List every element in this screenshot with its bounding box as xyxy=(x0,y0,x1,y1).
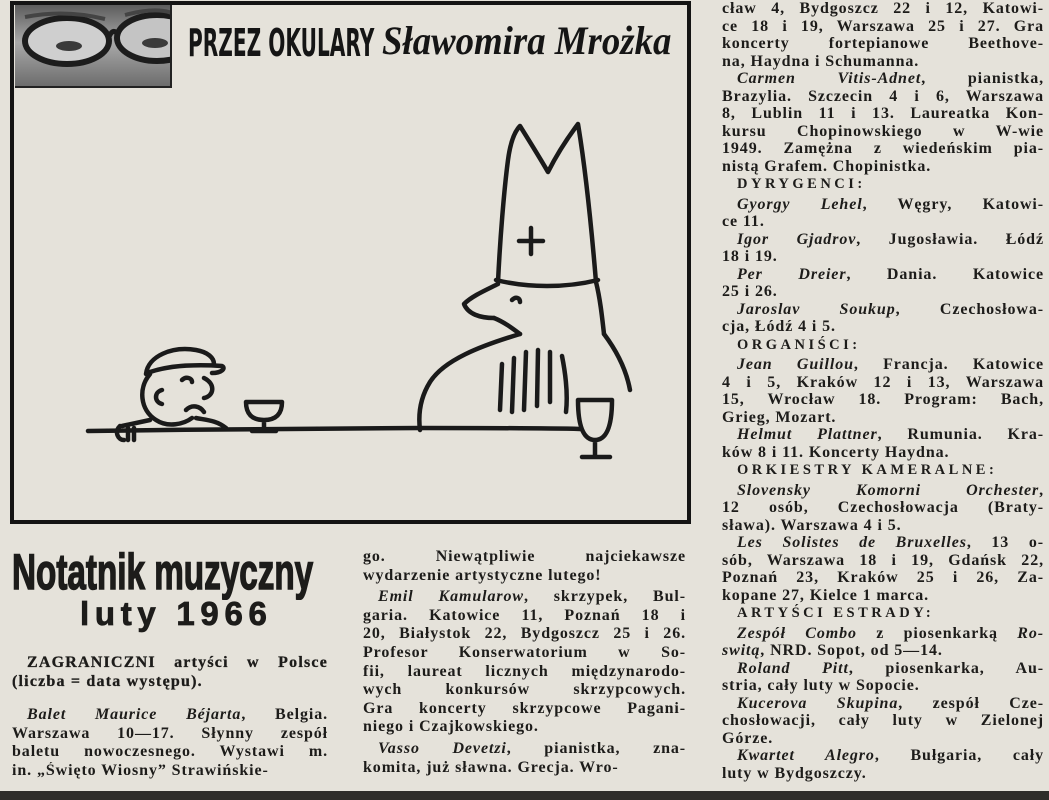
text-line xyxy=(722,356,1044,374)
text-run: 8, Lublin 11 i 13. Laureatka Kon- xyxy=(722,105,1044,122)
text-run: , pianistka, xyxy=(921,70,1044,87)
entry-paragraph xyxy=(722,625,1044,660)
text-line xyxy=(12,762,328,781)
italic-name: Per Dreier xyxy=(737,265,847,283)
text-line xyxy=(12,706,328,725)
text-line xyxy=(363,607,686,626)
italic-name: Kwartet Alegro xyxy=(737,747,875,764)
text-run: , Francja. Katowice xyxy=(853,356,1044,373)
italic-name: Igor Gjadrov xyxy=(737,230,857,248)
italic-name: Vasso Devetzi xyxy=(378,739,507,757)
wine-glass-right xyxy=(578,400,612,457)
text-line xyxy=(722,213,1044,231)
text-run: ce 18 i 19, Warszawa 25 i 27. Gra xyxy=(722,17,1044,35)
text-line xyxy=(363,681,686,700)
text-line xyxy=(12,743,328,762)
text-line xyxy=(722,391,1044,409)
bishop-neck xyxy=(596,282,604,334)
text-run: Grieg, Mozart. xyxy=(722,408,837,426)
text-line xyxy=(722,70,1044,88)
text-line xyxy=(12,673,328,692)
text-line xyxy=(722,660,1044,678)
text-line xyxy=(722,499,1044,517)
text-run: koncerty fortepianowe Beethove- xyxy=(722,35,1044,52)
text-run: wydarzenie artystyczne lutego! xyxy=(363,566,602,584)
text-line xyxy=(722,53,1044,71)
text-run: ków 8 i 11. Koncerty Haydna. xyxy=(722,443,950,461)
text-line xyxy=(722,677,1044,695)
text-line xyxy=(722,482,1044,500)
text-line xyxy=(363,759,686,778)
text-run: , pianistka, zna- xyxy=(506,739,686,757)
text-run: , NRD. Sopot, od 5—14. xyxy=(760,642,943,659)
text-run: , zespół Cze- xyxy=(898,694,1044,712)
text-run: Brazylia. Szczecin 4 i 6, Warszawa xyxy=(722,87,1044,105)
text-run: (liczba = data występu). xyxy=(12,672,203,690)
entry-paragraph xyxy=(722,534,1044,604)
entry-paragraph xyxy=(722,356,1044,426)
text-line xyxy=(722,517,1044,535)
text-line xyxy=(722,231,1044,249)
text-run: , Dania. Katowice xyxy=(846,265,1044,283)
text-run: Górze. xyxy=(722,729,774,747)
text-line xyxy=(722,712,1044,730)
text-run: Gra koncerty skrzypcowe Pagani- xyxy=(363,699,686,717)
entry-paragraph xyxy=(722,231,1044,266)
text-line xyxy=(722,248,1044,266)
text-line xyxy=(722,88,1044,106)
entry-paragraph xyxy=(363,548,686,585)
article-title: Notatnik muzyczny xyxy=(12,544,314,600)
italic-name: Les Solistes de Bruxelles xyxy=(737,534,967,551)
mitre-cross-icon xyxy=(519,228,543,254)
text-run: ce 11. xyxy=(722,213,765,230)
entry-paragraph xyxy=(722,266,1044,301)
italic-name: Slovensky Komorni Orchester xyxy=(737,481,1040,499)
text-run: kursu Chopinowskiego w W-wie xyxy=(722,122,1044,140)
man-eye xyxy=(182,378,192,382)
text-run: baletu nowoczesnego. Wystawi m. xyxy=(12,743,328,760)
text-line xyxy=(722,283,1044,301)
text-line xyxy=(363,718,686,737)
text-run: garia. Katowice 11, Poznań 18 i xyxy=(363,606,686,624)
text-run: , piosenkarka, Au- xyxy=(848,659,1044,677)
text-run: 18 i 19. xyxy=(722,248,778,265)
man-cap xyxy=(146,349,224,374)
text-line xyxy=(722,625,1044,643)
text-run: ZAGRANICZNI artyści w Polsce xyxy=(27,654,328,671)
text-run: , Bułgaria, cały xyxy=(874,747,1044,764)
text-line xyxy=(363,644,686,663)
text-line xyxy=(722,695,1044,713)
text-run: , skrzypek, Bul- xyxy=(523,588,686,606)
italic-name: Zespół Combo xyxy=(737,624,857,642)
text-run: chosłowacji, cały luty w Zielonej xyxy=(722,712,1044,729)
robe-folds xyxy=(500,350,567,412)
text-run: , Jugosławia. Łódź xyxy=(856,230,1044,248)
entry-paragraph xyxy=(722,482,1044,535)
text-run: luty w Bydgoszczy. xyxy=(722,764,867,782)
text-line xyxy=(722,730,1044,748)
italic-name: switą xyxy=(722,642,761,659)
text-line xyxy=(722,552,1044,570)
cartoon-drawing xyxy=(0,0,690,525)
italic-name: Balet Maurice Béjarta xyxy=(27,706,242,723)
entry-paragraph xyxy=(722,70,1044,175)
italic-name: Helmut Plattner xyxy=(737,426,878,443)
text-run: , xyxy=(1039,481,1044,499)
text-run: cław 4, Bydgoszcz 22 i 12, Katowi- xyxy=(722,0,1044,17)
article-column-right xyxy=(722,0,1044,782)
entry-paragraph xyxy=(722,426,1044,461)
bar-counter xyxy=(88,428,580,431)
series-label: PRZEZ OKULARY xyxy=(188,21,375,65)
section-heading: ARTYŚCI ESTRADY: xyxy=(737,605,935,621)
text-line xyxy=(722,374,1044,392)
text-run: sława). Warszawa 4 i 5. xyxy=(722,516,902,534)
text-run: , Belgia. xyxy=(241,706,328,723)
italic-name: Jaroslav Soukup xyxy=(737,300,896,318)
text-line xyxy=(363,663,686,682)
text-line xyxy=(722,35,1044,53)
text-line xyxy=(722,747,1044,765)
entry-paragraph xyxy=(363,588,686,737)
text-run: 4 i 5, Kraków 12 i 13, Warszawa xyxy=(722,373,1044,391)
text-line xyxy=(363,588,686,607)
text-run: nistą Grafem. Chopinistka. xyxy=(722,157,932,175)
text-run: stria, cały luty w Sopocie. xyxy=(722,677,920,694)
bishop-nose xyxy=(464,284,498,318)
section-heading: ORKIESTRY KAMERALNE: xyxy=(737,462,998,478)
intro-paragraph xyxy=(12,654,328,691)
text-run: 25 i 26. xyxy=(722,283,778,300)
text-line xyxy=(722,140,1044,158)
italic-name: Gyorgy Lehel xyxy=(737,195,863,213)
man-ear xyxy=(156,390,162,404)
italic-name: Kucerova Skupina xyxy=(737,694,899,712)
italic-name: Ro- xyxy=(1017,624,1044,642)
entry-paragraph xyxy=(722,301,1044,336)
text-run: 20, Białystok 22, Bydgoszcz 25 i 26. xyxy=(363,625,686,643)
text-line xyxy=(12,654,328,673)
entry-paragraph xyxy=(722,660,1044,695)
text-run: z piosenkarką xyxy=(856,624,1018,642)
text-run: go. Niewątpliwie najciekawsze xyxy=(363,548,686,565)
man-right-hand xyxy=(196,418,226,428)
text-line xyxy=(722,158,1044,176)
bishop-arm xyxy=(604,334,630,390)
text-run: , Rumunia. Kra- xyxy=(877,426,1044,443)
section-heading: DYRYGENCI: xyxy=(737,176,866,192)
text-line xyxy=(363,548,686,567)
entry-paragraph xyxy=(12,706,328,780)
bishop-mouth xyxy=(494,318,520,334)
text-run: cja, Łódź 4 i 5. xyxy=(722,318,836,335)
text-run: na, Haydna i Schumanna. xyxy=(722,52,920,70)
text-line xyxy=(722,534,1044,552)
text-line xyxy=(722,18,1044,36)
text-run: , 13 o- xyxy=(966,534,1044,551)
text-run: komita, już sławna. Grecja. Wro- xyxy=(363,758,619,776)
article-column-left xyxy=(12,654,328,780)
italic-name: Emil Kamularow xyxy=(378,588,524,606)
text-line xyxy=(722,0,1044,18)
man-mouth xyxy=(186,406,204,412)
wine-glass-left xyxy=(246,402,282,431)
italic-name: Jean Guillou xyxy=(737,356,854,373)
text-line xyxy=(722,444,1044,462)
text-run: Warszawa 10—17. Słynny zespół xyxy=(12,724,328,742)
text-line xyxy=(722,426,1044,444)
text-line xyxy=(722,123,1044,141)
bishop-mitre xyxy=(498,124,596,282)
text-line xyxy=(722,196,1044,214)
entry-paragraph xyxy=(722,0,1044,70)
man-nose xyxy=(204,378,212,398)
section-heading: ORGANIŚCI: xyxy=(737,336,861,353)
text-line xyxy=(722,587,1044,605)
text-run: fii, laureat licznych międzynarodo- xyxy=(363,662,686,680)
text-run: 15, Wrocław 18. Program: Bach, xyxy=(722,391,1044,408)
text-line xyxy=(722,318,1044,336)
text-line xyxy=(363,700,686,719)
article-column-middle xyxy=(363,548,686,777)
text-run: sób, Warszawa 18 i 19, Gdańsk 22, xyxy=(722,551,1044,569)
text-line xyxy=(722,301,1044,319)
page-edge xyxy=(0,791,1049,800)
text-run: Poznań 23, Kraków 25 i 26, Za- xyxy=(722,569,1044,586)
text-line xyxy=(363,567,686,586)
entry-paragraph xyxy=(722,695,1044,748)
mitre-band xyxy=(496,280,598,286)
text-run: 1949. Zamężna z wiedeńskim pia- xyxy=(722,140,1044,157)
text-run: 12 osób, Czechosłowacja (Braty- xyxy=(722,499,1044,516)
man-head xyxy=(142,374,192,424)
entry-paragraph xyxy=(363,740,686,777)
text-run: , Czechosłowa- xyxy=(895,300,1044,318)
text-line xyxy=(722,765,1044,783)
text-line xyxy=(363,625,686,644)
article-subtitle: luty 1966 xyxy=(80,595,273,632)
entry-paragraph xyxy=(722,747,1044,782)
text-line xyxy=(722,105,1044,123)
italic-name: Carmen Vitis-Adnet xyxy=(737,70,922,87)
text-run: in. „Święto Wiosny” Strawińskie- xyxy=(12,761,269,779)
text-line xyxy=(722,409,1044,427)
text-run: Profesor Konserwatorium w So- xyxy=(363,643,686,661)
text-run: wych konkursów skrzypcowych. xyxy=(363,681,686,699)
text-line xyxy=(363,740,686,759)
italic-name: Roland Pitt xyxy=(737,659,849,677)
text-line xyxy=(722,642,1044,660)
bishop-eye xyxy=(512,298,520,302)
entry-paragraph xyxy=(722,196,1044,231)
text-line xyxy=(722,266,1044,284)
text-line xyxy=(722,569,1044,587)
text-run: , Węgry, Katowi- xyxy=(862,195,1044,213)
cartoon-author: Sławomira Mrożka xyxy=(382,18,672,63)
bishop-back xyxy=(419,334,520,430)
text-line xyxy=(12,725,328,744)
text-run: kopane 27, Kielce 1 marca. xyxy=(722,586,930,604)
text-run: niego i Czajkowskiego. xyxy=(363,718,539,736)
